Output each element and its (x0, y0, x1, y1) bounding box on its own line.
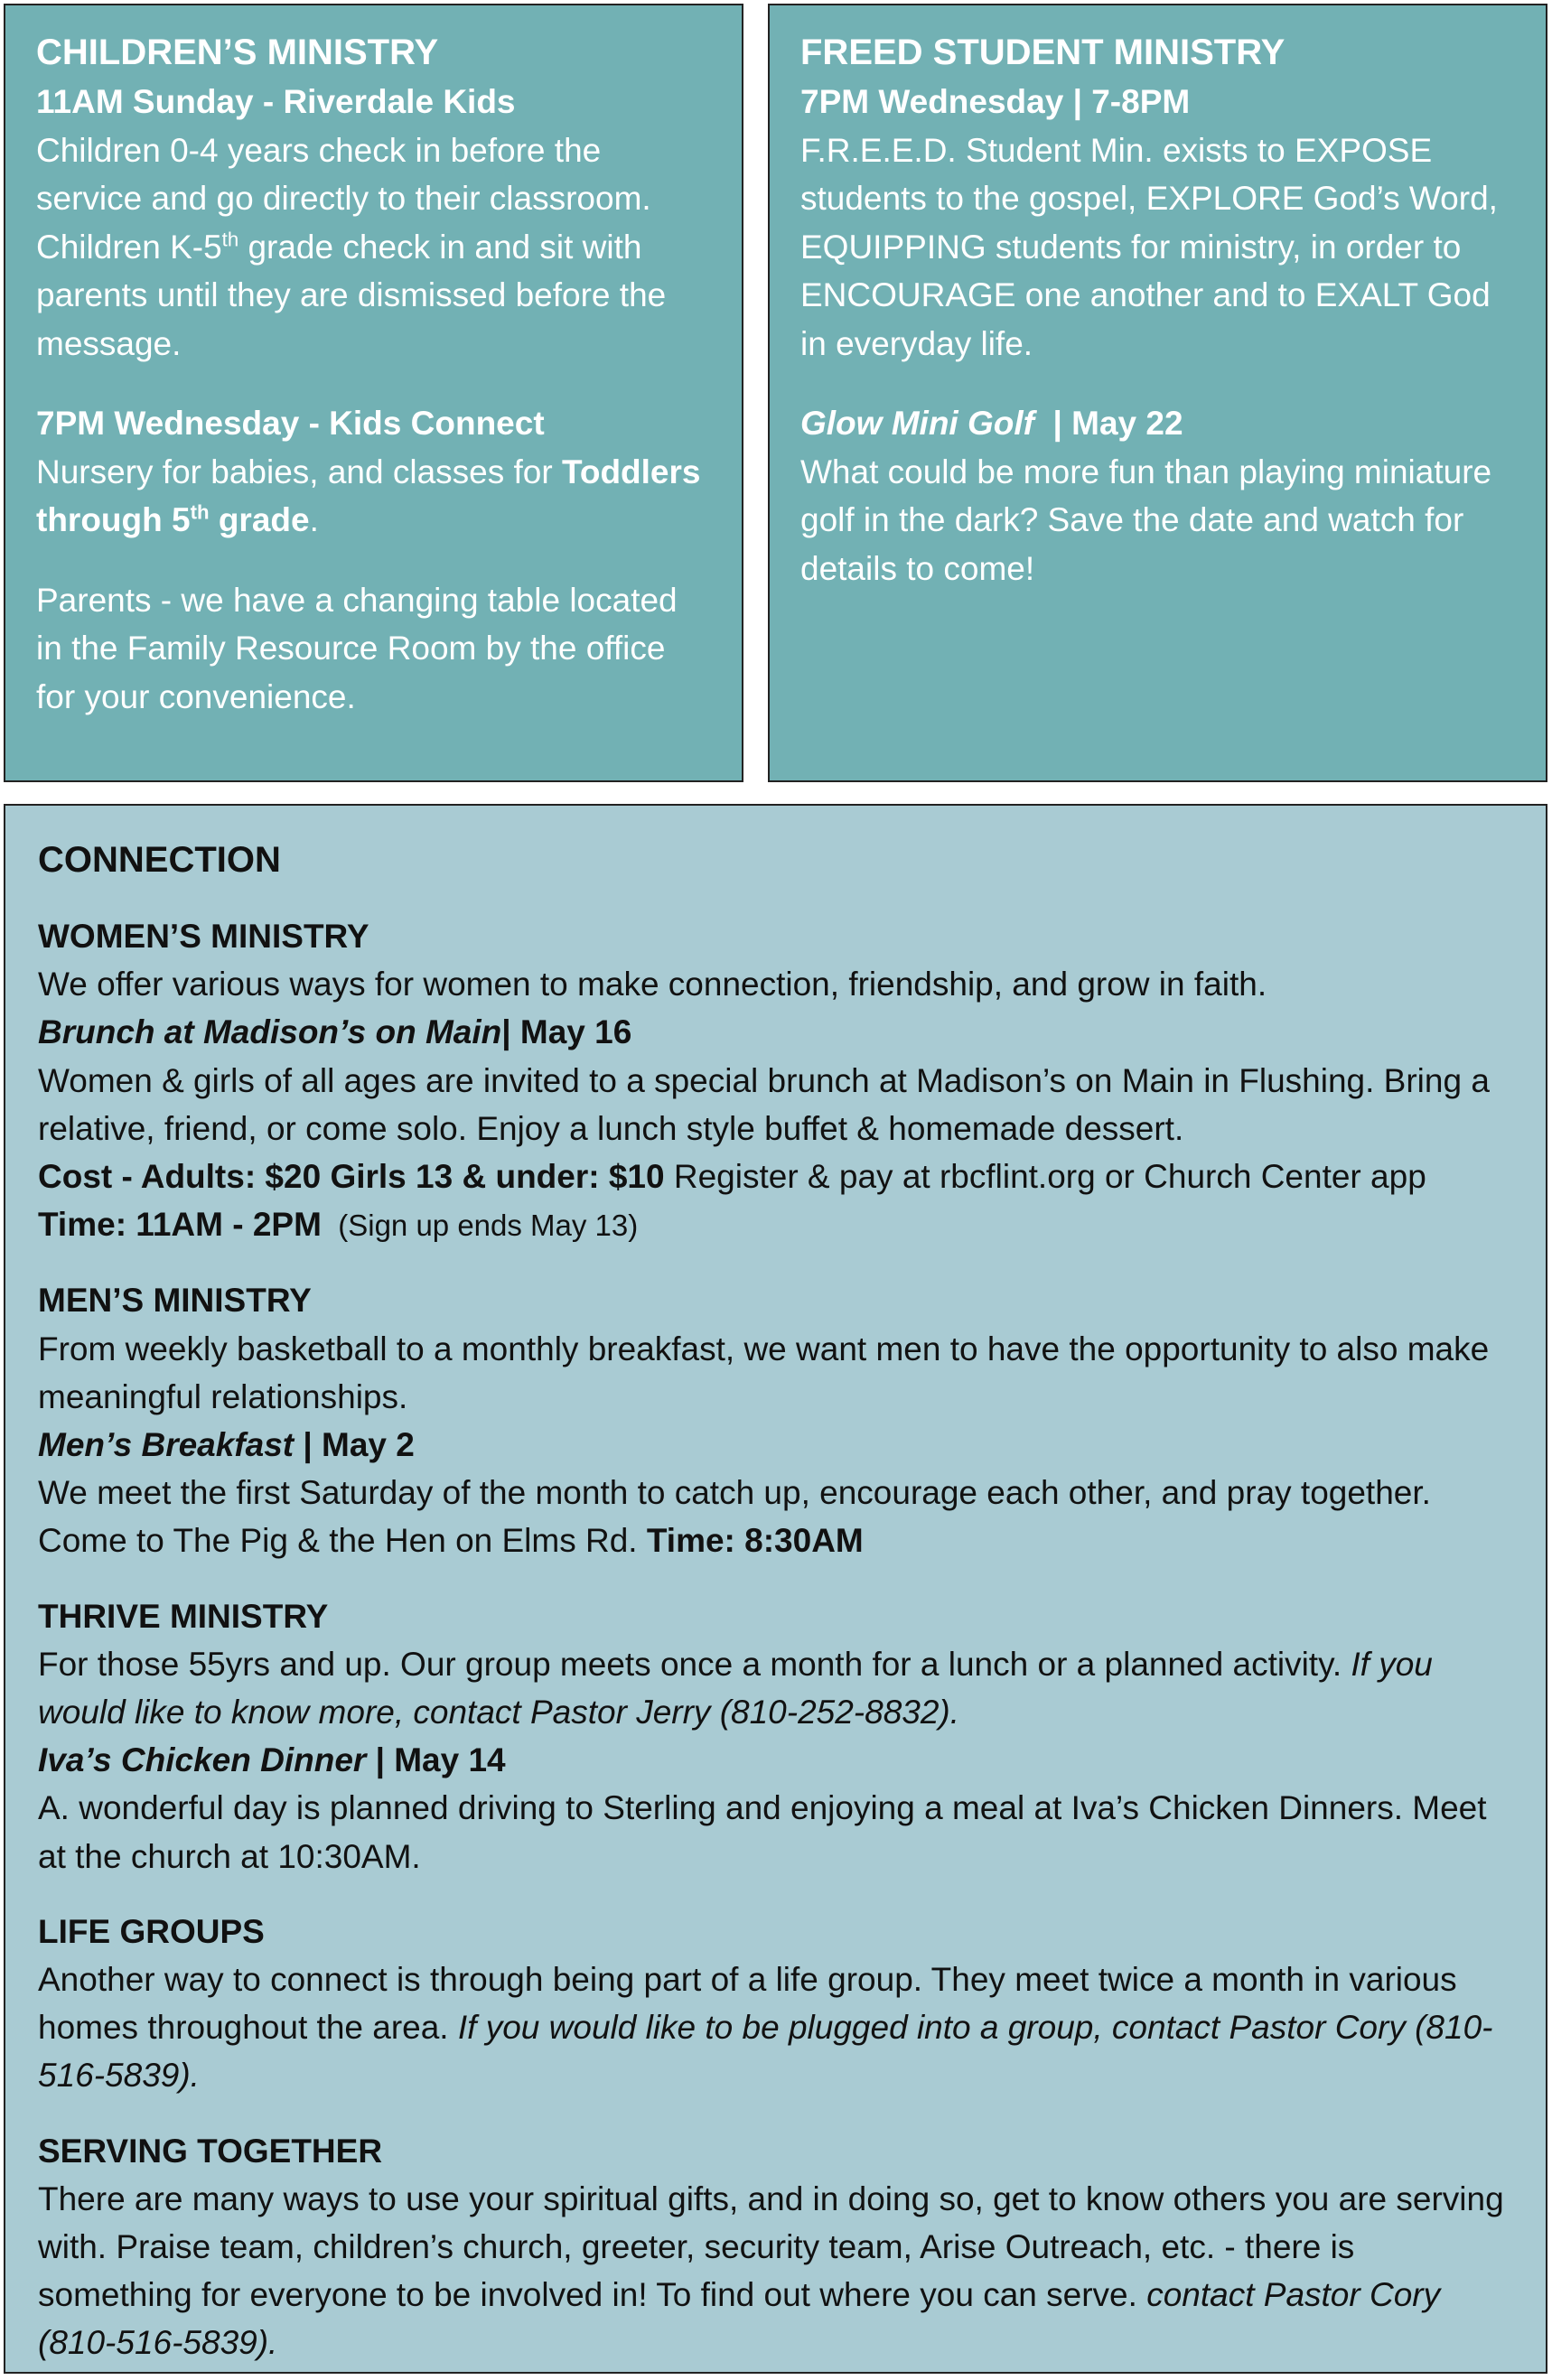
freed-time-heading: 7PM Wednesday | 7-8PM (800, 83, 1191, 120)
mens-ministry-heading: MEN’S MINISTRY (38, 1282, 312, 1320)
thrive-event-date: | May 14 (366, 1741, 506, 1779)
thrive-event-heading (38, 1736, 1513, 1784)
life-groups-text (38, 1955, 1513, 2100)
thrive-intro-plain: For those 55yrs and up. Our group meets once a month for a lunch or a planned activity. (38, 1645, 1351, 1683)
parents-text: Parents - we have a changing table located in the Family Resource Room by the office for your convenience. (36, 581, 678, 715)
freed-event-text: What could be more fun than playing miniature golf in the dark? Save the date and watch for details to come! (800, 453, 1492, 587)
freed-event-date: | May 22 (1033, 405, 1183, 442)
womens-time-note: (Sign up ends May 13) (321, 1209, 639, 1243)
freed-event-name: Glow Mini Golf (800, 405, 1034, 442)
wednesday-heading: 7PM Wednesday - Kids Connect (36, 405, 545, 442)
childrens-ministry-panel (4, 4, 743, 782)
mens-event-text-plain: We meet the first Saturday of the month to catch up, encourage each other, and pray together. Come to The Pig & the Hen on Elms Rd. (38, 1474, 1431, 1560)
freed-student-ministry-panel (768, 4, 1547, 782)
serving-text-italic: contact Pastor Cory (810-516-5839). (38, 2276, 1441, 2362)
life-groups-text-plain: Another way to connect is through being part of a life group. They meet twice a month in various homes throughout the area. (38, 1961, 1457, 2047)
mens-event-heading (38, 1421, 1513, 1469)
wednesday-bold-2: grade (209, 501, 310, 538)
sunday-sup: th (221, 228, 239, 251)
womens-time-bold: Time: 11AM - 2PM (38, 1206, 322, 1244)
womens-cost-bold: Cost - Adults: $20 Girls 13 & under: $10 (38, 1158, 665, 1196)
freed-description: F.R.E.E.D. Student Min. exists to EXPOSE students to the gospel, EXPLORE God’s Word, EQUIPPING students for ministry, in order to ENCOURAGE one another and to EXALT God in everyday life. (800, 131, 1498, 362)
womens-intro: We offer various ways for women to make connection, friendship, and grow in faith. (38, 966, 1267, 1003)
serving-text-plain: There are many ways to use your spiritual gifts, and in doing so, get to know others you are serving with. Praise team, children’s church, greeter, security team, Arise Outreach, etc. - there is something for everyone to be involved in! To find out where you can serve. (38, 2179, 1504, 2314)
thrive-event-name: Iva’s Chicken Dinner (38, 1741, 367, 1779)
freed-title: FREED STUDENT MINISTRY (800, 33, 1286, 72)
childrens-ministry-title: CHILDREN’S MINISTRY (36, 33, 439, 72)
wednesday-bold-1: Toddlers through 5 (36, 453, 701, 538)
sunday-text (36, 126, 711, 369)
womens-ministry-heading: WOMEN’S MINISTRY (38, 918, 369, 955)
serving-text (38, 2175, 1513, 2367)
sunday-text-part-1: Children 0-4 years check in before the service and go directly to their classroom. Children K-5 (36, 131, 651, 266)
womens-time (38, 1200, 1513, 1249)
mens-event-name: Men’s Breakfast (38, 1426, 295, 1464)
womens-cost (38, 1153, 1513, 1200)
serving-together-heading: SERVING TOGETHER (38, 2132, 383, 2170)
wednesday-sup: th (190, 500, 210, 524)
mens-intro: From weekly basketball to a monthly breakfast, we want men to have the opportunity to also make meaningful relationships. (38, 1330, 1490, 1415)
mens-time: Time: 8:30AM (646, 1522, 864, 1560)
womens-event-name: Brunch at Madison’s on Main (38, 1013, 502, 1051)
connection-panel (4, 804, 1547, 2374)
womens-event-heading (38, 1008, 1513, 1056)
mens-event-date: | May 2 (294, 1426, 415, 1464)
wednesday-text (36, 448, 711, 545)
womens-event-text: Women & girls of all ages are invited to a special brunch at Madison’s on Main in Flushing. Bring a relative, friend, or come solo. Enjoy a lunch style buffet & homemade dessert. (38, 1061, 1490, 1147)
womens-event-date: | May 16 (501, 1013, 632, 1051)
life-groups-heading: LIFE GROUPS (38, 1912, 265, 1950)
thrive-ministry-heading: THRIVE MINISTRY (38, 1597, 329, 1635)
thrive-intro (38, 1640, 1513, 1736)
mens-event-text (38, 1469, 1513, 1564)
wednesday-text-plain: Nursery for babies, and classes for (36, 453, 562, 490)
thrive-event-text: A. wonderful day is planned driving to Sterling and enjoying a meal at Iva’s Chicken Dinners. Meet at the church at 10:30AM. (38, 1789, 1487, 1875)
womens-cost-text: Register & pay at rbcflint.org or Church Center app (664, 1158, 1426, 1196)
sunday-heading: 11AM Sunday - Riverdale Kids (36, 83, 516, 120)
wednesday-end: . (309, 501, 319, 538)
freed-event-heading (800, 399, 1515, 448)
thrive-intro-italic: If you would like to know more, contact Pastor Jerry (810-252-8832). (38, 1645, 1433, 1731)
sunday-text-part-2: grade check in and sit with parents until they are dismissed before the message. (36, 228, 667, 362)
life-groups-text-italic: If you would like to be plugged into a group, contact Pastor Cory (810-516-5839). (38, 2009, 1493, 2095)
connection-title: CONNECTION (38, 840, 281, 880)
